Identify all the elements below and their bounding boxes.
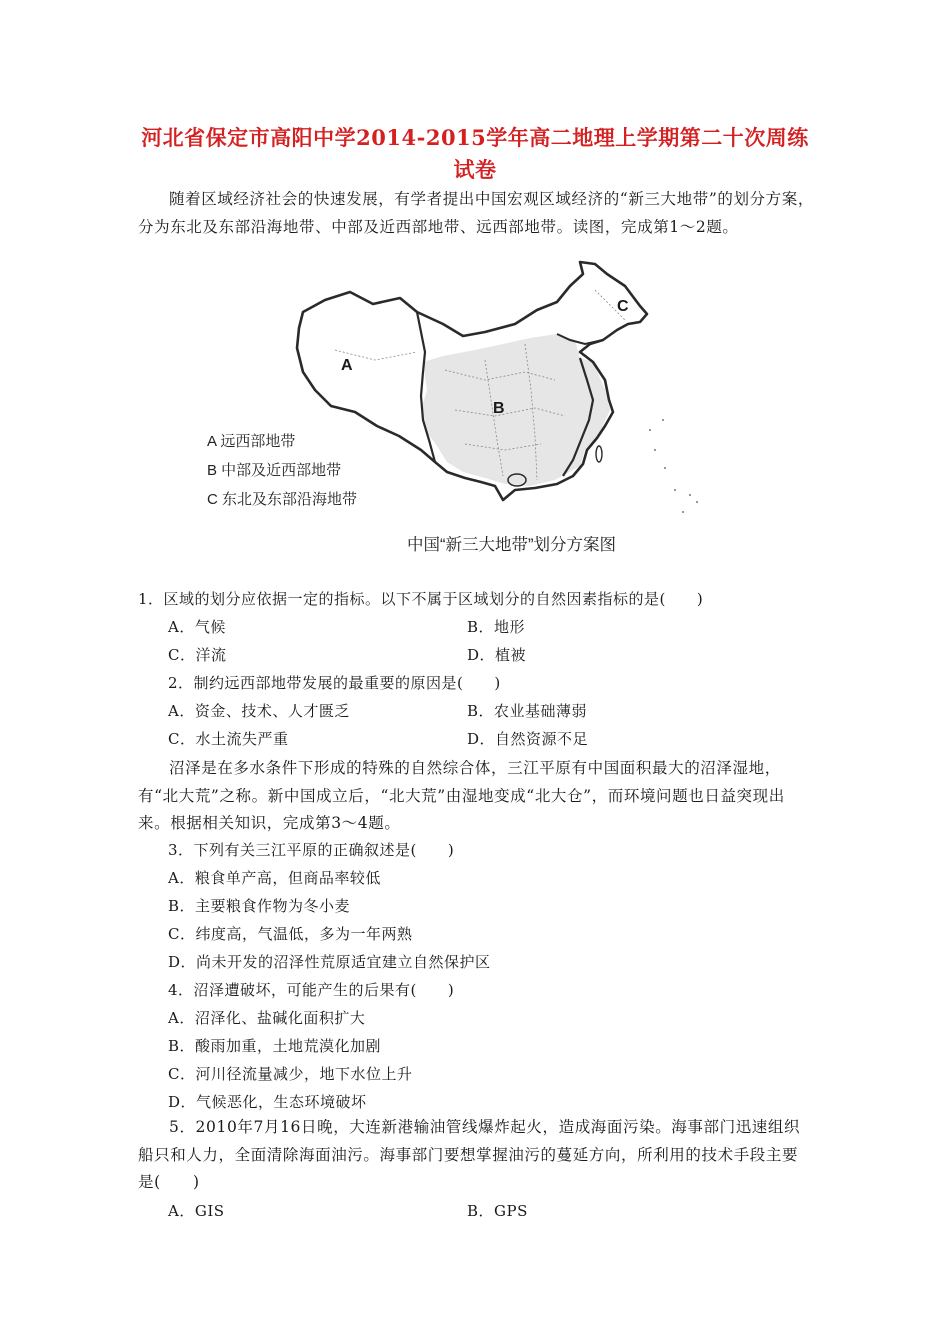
question-5-stem: 5．2010年7月16日晚，大连新港输油管线爆炸起火，造成海面污染。海事部门迅速组织船只和人力，全面清除海面油污。海事部门要想掌握油污的蔓延方向，所利用的技术手段主要是( ): [138, 1118, 801, 1191]
intro-paragraph-1: 随着区域经济社会的快速发展，有学者提出中国宏观区域经济的“新三大地带”的划分方案，分为东北及东部沿海地带、中部及近西部地带、远西部地带。读图，完成第1～2题。: [138, 190, 814, 236]
q5-option-a: A．GIS: [168, 1202, 225, 1220]
question-3-stem: 3．下列有关三江平原的正确叙述是( ): [168, 841, 455, 859]
question-4-stem: 4．沼泽遭破坏，可能产生的后果有( ): [168, 981, 455, 999]
region-label-a: A: [341, 357, 353, 374]
q2-option-d: D．自然资源不足: [467, 730, 589, 748]
legend-item-a: A 远西部地带: [207, 433, 296, 450]
region-label-b: B: [493, 400, 505, 417]
intro-paragraph-2: 沼泽是在多水条件下形成的特殊的自然综合体，三江平原有中国面积最大的沼泽湿地，有“北大荒”之称。新中国成立后，“北大荒”由湿地变成“北大仓”，而环境问题也日益突现出来。根据相关知识，完成第3～4题。: [138, 759, 785, 832]
map-caption: 中国“新三大地带”划分方案图: [407, 536, 616, 554]
q1-option-a: A．气候: [168, 618, 226, 636]
q4-option-b: B．酸雨加重，土地荒漠化加剧: [168, 1037, 382, 1055]
q5-option-b: B．GPS: [467, 1202, 528, 1220]
china-map-outline: [185, 240, 705, 570]
q3-option-a: A．粮食单产高，但商品率较低: [168, 869, 381, 887]
document-title: [120, 122, 830, 186]
q3-option-d: D．尚未开发的沼泽性荒原适宜建立自然保护区: [168, 953, 491, 971]
q4-option-a: A．沼泽化、盐碱化面积扩大: [168, 1009, 366, 1027]
q1-option-c: C．洋流: [168, 646, 227, 664]
q2-option-c: C．水土流失严重: [168, 730, 289, 748]
q2-option-a: A．资金、技术、人才匮乏: [168, 702, 350, 720]
title-line-2: 试卷: [453, 157, 497, 182]
question-2-stem: 2．制约远西部地带发展的最重要的原因是( ): [168, 674, 501, 692]
q2-option-b: B．农业基础薄弱: [467, 702, 588, 720]
q3-option-c: C．纬度高，气温低，多为一年两熟: [168, 925, 413, 943]
q1-option-d: D．植被: [467, 646, 527, 664]
q4-option-d: D．气候恶化，生态环境破坏: [168, 1093, 367, 1111]
legend-item-c: C 东北及东部沿海地带: [207, 491, 358, 508]
legend-item-b: B 中部及近西部地带: [207, 462, 342, 479]
q4-option-c: C．河川径流量减少，地下水位上升: [168, 1065, 413, 1083]
china-regions-map: [185, 240, 705, 570]
title-line-1: 河北省保定市高阳中学2014-2015学年高二地理上学期第二十次周练: [141, 125, 809, 150]
region-label-c: C: [617, 298, 629, 315]
question-1-stem: 1．区域的划分应依据一定的指标。以下不属于区域划分的自然因素指标的是( ): [138, 590, 704, 608]
q1-option-b: B．地形: [467, 618, 526, 636]
q3-option-b: B．主要粮食作物为冬小麦: [168, 897, 351, 915]
